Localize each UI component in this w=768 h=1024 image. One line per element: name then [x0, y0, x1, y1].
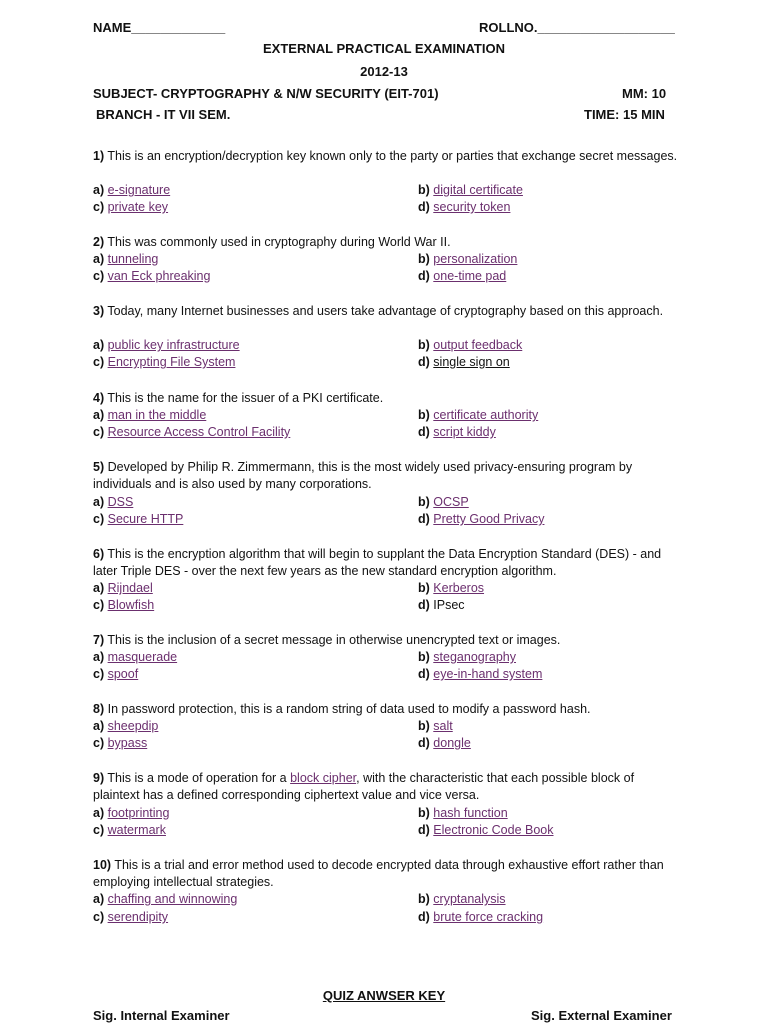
q2-option-b: b) personalization: [418, 252, 518, 266]
q1-option-b-link[interactable]: digital certificate: [433, 183, 523, 197]
question-2-text: This was commonly used in cryptography during World War II.: [107, 235, 451, 249]
q8-option-a-link[interactable]: sheepdip: [107, 719, 159, 733]
q5-option-c-link[interactable]: Secure HTTP: [107, 512, 184, 526]
q10-option-d-link[interactable]: brute force cracking: [433, 910, 544, 924]
q3-option-a: a) public key infrastructure: [93, 338, 240, 352]
q9-option-b: b) hash function: [418, 806, 508, 820]
q3-option-b: b) output feedback: [418, 338, 523, 352]
q10-option-c-link[interactable]: serendipity: [107, 910, 169, 924]
rollno-field-label: ROLLNO.___________________: [479, 20, 675, 35]
q4-option-a-link[interactable]: man in the middle: [107, 408, 207, 422]
q5-option-d-link[interactable]: Pretty Good Privacy: [433, 512, 545, 526]
question-8: 8) In password protection, this is a random string of data used to modify a password hash.: [93, 702, 591, 716]
q2-option-a: a) tunneling: [93, 252, 159, 266]
question-3: 3) Today, many Internet businesses and users take advantage of cryptography based on this approach.: [93, 304, 664, 318]
exam-title: EXTERNAL PRACTICAL EXAMINATION: [263, 41, 505, 56]
q4-option-c: c) Resource Access Control Facility: [93, 425, 291, 439]
question-6-text: This is the encryption algorithm that will begin to supplant the Data Encryption Standard (DES) - and later Triple DES - over the next few years as the new standard encryption algorithm.: [93, 547, 662, 578]
q1-option-a: a) e-signature: [93, 183, 171, 197]
q8-option-c: c) bypass: [93, 736, 148, 750]
q7-option-c-link[interactable]: spoof: [107, 667, 139, 681]
q10-option-d: d) brute force cracking: [418, 910, 544, 924]
q7-option-a-link[interactable]: masquerade: [107, 650, 178, 664]
q7-option-a: a) masquerade: [93, 650, 178, 664]
q2-option-c-link[interactable]: van Eck phreaking: [107, 269, 211, 283]
q4-option-b: b) certificate authority: [418, 408, 539, 422]
q5-option-b-link[interactable]: OCSP: [433, 495, 469, 509]
q2-option-a-link[interactable]: tunneling: [107, 252, 159, 266]
question-5: 5) Developed by Philip R. Zimmermann, this is the most widely used privacy-ensuring program by individuals and is also used by many corporations.: [93, 460, 633, 491]
q8-option-c-link[interactable]: bypass: [107, 736, 148, 750]
q10-option-a: a) chaffing and winnowing: [93, 892, 238, 906]
question-7-text: This is the inclusion of a secret message in otherwise unencrypted text or images.: [107, 633, 561, 647]
q9-option-a: a) footprinting: [93, 806, 170, 820]
q8-option-b-link[interactable]: salt: [433, 719, 453, 733]
q4-option-c-link[interactable]: Resource Access Control Facility: [107, 425, 291, 439]
q8-option-b: b) salt: [418, 719, 453, 733]
q5-option-d: d) Pretty Good Privacy: [418, 512, 545, 526]
q3-option-d-text: single sign on: [433, 355, 510, 369]
q4-option-d: d) script kiddy: [418, 425, 496, 439]
q5-option-a-link[interactable]: DSS: [107, 495, 134, 509]
subject-line: SUBJECT- CRYPTOGRAPHY & N/W SECURITY (EIT-701): [93, 86, 439, 101]
question-4: 4) This is the name for the issuer of a PKI certificate.: [93, 391, 384, 405]
exam-year: 2012-13: [360, 64, 408, 79]
question-10: 10) This is a trial and error method used to decode encrypted data through exhaustive effort rather than employing intellectual strategies.: [93, 858, 664, 889]
q3-option-d: d) single sign on: [418, 355, 510, 369]
external-examiner-signature: Sig. External Examiner: [531, 1008, 672, 1023]
question-3-text: Today, many Internet businesses and users take advantage of cryptography based on this approach.: [107, 304, 664, 318]
question-7: 7) This is the inclusion of a secret message in otherwise unencrypted text or images.: [93, 633, 561, 647]
q1-option-d-link[interactable]: security token: [433, 200, 511, 214]
block-cipher-link[interactable]: block cipher: [290, 771, 357, 785]
q7-option-b: b) steganography: [418, 650, 516, 664]
question-8-text: In password protection, this is a random string of data used to modify a password hash.: [107, 702, 591, 716]
q10-option-c: c) serendipity: [93, 910, 169, 924]
q2-option-d-link[interactable]: one-time pad: [433, 269, 507, 283]
q1-option-d: d) security token: [418, 200, 511, 214]
q3-option-b-link[interactable]: output feedback: [433, 338, 523, 352]
q9-option-d-link[interactable]: Electronic Code Book: [433, 823, 554, 837]
q6-option-a-link[interactable]: Rijndael: [107, 581, 153, 595]
q5-option-a: a) DSS: [93, 495, 134, 509]
q1-option-c-link[interactable]: private key: [107, 200, 169, 214]
name-field-label: NAME_____________: [93, 20, 226, 35]
q8-option-a: a) sheepdip: [93, 719, 159, 733]
question-1-text: This is an encryption/decryption key known only to the party or parties that exchange secret messages.: [107, 149, 678, 163]
q9-option-b-link[interactable]: hash function: [433, 806, 508, 820]
q4-option-b-link[interactable]: certificate authority: [433, 408, 539, 422]
quiz-answer-key-heading: QUIZ ANWSER KEY: [322, 988, 446, 1003]
q2-option-c: c) van Eck phreaking: [93, 269, 211, 283]
max-marks: MM: 10: [622, 86, 667, 101]
q3-option-a-link[interactable]: public key infrastructure: [107, 338, 240, 352]
q6-option-c: c) Blowfish: [93, 598, 155, 612]
q7-option-d: d) eye-in-hand system: [418, 667, 543, 681]
time-limit: TIME: 15 MIN: [584, 107, 665, 122]
q1-option-c: c) private key: [93, 200, 169, 214]
q9-option-d: d) Electronic Code Book: [418, 823, 554, 837]
q1-option-a-link[interactable]: e-signature: [107, 183, 171, 197]
branch-line: BRANCH - IT VII SEM.: [96, 107, 231, 122]
question-5-text: Developed by Philip R. Zimmermann, this is the most widely used privacy-ensuring program by individuals and is also used by many corporations.: [93, 460, 633, 491]
q6-option-d-text: IPsec: [433, 598, 465, 612]
question-4-text: This is the name for the issuer of a PKI certificate.: [107, 391, 384, 405]
q9-option-c-link[interactable]: watermark: [107, 823, 166, 837]
q7-option-d-link[interactable]: eye-in-hand system: [433, 667, 543, 681]
q8-option-d-link[interactable]: dongle: [433, 736, 471, 750]
internal-examiner-signature: Sig. Internal Examiner: [93, 1008, 230, 1023]
q4-option-a: a) man in the middle: [93, 408, 207, 422]
question-1: 1) This is an encryption/decryption key known only to the party or parties that exchange secret messages.: [93, 149, 678, 163]
q7-option-c: c) spoof: [93, 667, 139, 681]
q6-option-b: b) Kerberos: [418, 581, 485, 595]
q6-option-d: d) IPsec: [418, 598, 465, 612]
q3-option-c: c) Encrypting File System: [93, 355, 236, 369]
q1-option-b: b) digital certificate: [418, 183, 523, 197]
q7-option-b-link[interactable]: steganography: [433, 650, 516, 664]
q4-option-d-link[interactable]: script kiddy: [433, 425, 496, 439]
question-6: 6) This is the encryption algorithm that will begin to supplant the Data Encryption Standard (DES) - and later Triple DES - over the next few years as the new standard encryption algorithm.: [93, 547, 662, 578]
q5-option-c: c) Secure HTTP: [93, 512, 184, 526]
question-2: 2) This was commonly used in cryptography during World War II.: [93, 235, 451, 249]
q3-option-c-link[interactable]: Encrypting File System: [107, 355, 236, 369]
q8-option-d: d) dongle: [418, 736, 471, 750]
q6-option-b-link[interactable]: Kerberos: [433, 581, 485, 595]
question-9: 9) This is a mode of operation for a block cipher, with the characteristic that each possible block of plaintext has a defined corresponding ciphertext value and vice versa.: [93, 771, 635, 802]
q10-option-b-link[interactable]: cryptanalysis: [433, 892, 506, 906]
q2-option-d: d) one-time pad: [418, 269, 507, 283]
q6-option-a: a) Rijndael: [93, 581, 153, 595]
q10-option-b: b) cryptanalysis: [418, 892, 506, 906]
q9-option-c: c) watermark: [93, 823, 166, 837]
question-10-text: This is a trial and error method used to decode encrypted data through exhaustive effort rather than employing intellectual strategies.: [93, 858, 664, 889]
q5-option-b: b) OCSP: [418, 495, 469, 509]
q6-option-c-link[interactable]: Blowfish: [107, 598, 155, 612]
q10-option-a-link[interactable]: chaffing and winnowing: [107, 892, 238, 906]
q9-option-a-link[interactable]: footprinting: [107, 806, 170, 820]
q2-option-b-link[interactable]: personalization: [433, 252, 518, 266]
